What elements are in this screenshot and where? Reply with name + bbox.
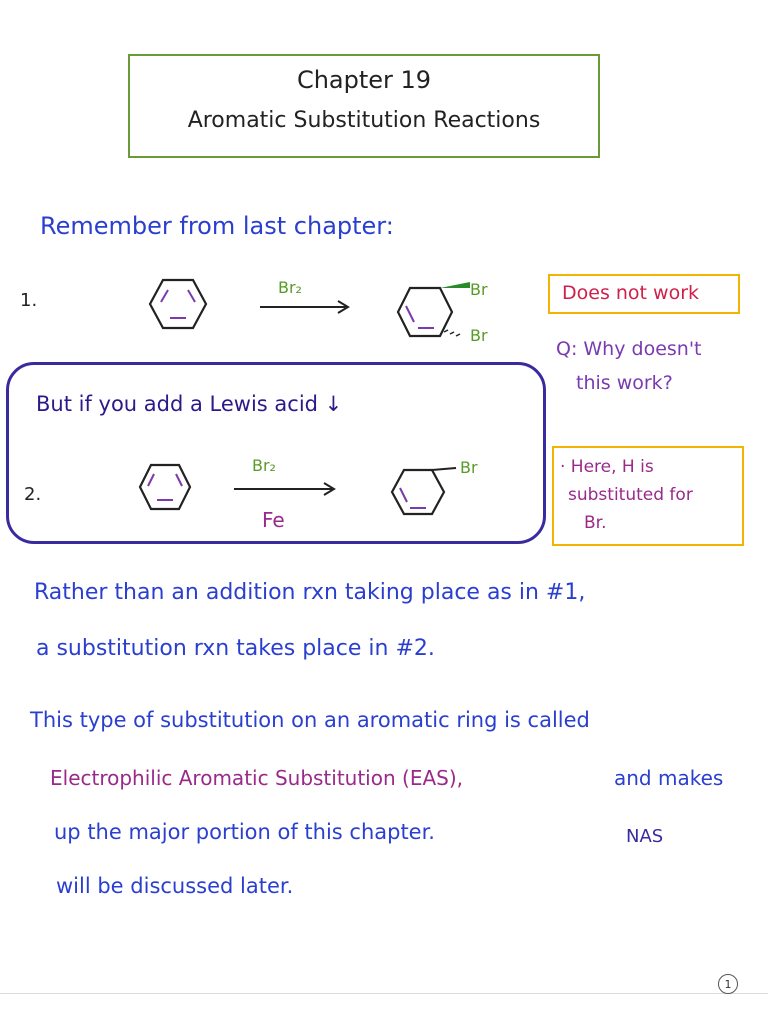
paragraph2-line3: up the major portion of this chapter. bbox=[54, 820, 435, 844]
paragraph1-line1: Rather than an addition rxn taking place as in #1, bbox=[34, 580, 586, 605]
question-line2: this work? bbox=[576, 372, 673, 394]
reaction1-arrow-icon bbox=[260, 300, 352, 314]
paragraph1-line2: a substitution rxn takes place in #2. bbox=[36, 636, 435, 661]
chapter-title: Chapter 19 bbox=[296, 66, 432, 94]
substitution-note-line3: Br. bbox=[584, 513, 607, 533]
eas-term: Electrophilic Aromatic Substitution (EAS), bbox=[50, 766, 463, 790]
reaction1-reagent: Br₂ bbox=[278, 278, 302, 297]
reaction1-number: 1. bbox=[20, 290, 38, 311]
paragraph2-line1: This type of substitution on an aromatic ring is called bbox=[30, 708, 590, 732]
reaction2-catalyst: Fe bbox=[262, 508, 285, 532]
page-number: 1 bbox=[718, 974, 738, 994]
substitution-note-line2: substituted for bbox=[568, 485, 693, 505]
lewis-acid-note: But if you add a Lewis acid ↓ bbox=[36, 392, 343, 416]
reaction2-reagent: Br₂ bbox=[252, 456, 276, 475]
product2-br: Br bbox=[460, 458, 478, 477]
intro-heading: Remember from last chapter: bbox=[40, 212, 394, 240]
product1-br-bottom: Br bbox=[470, 326, 488, 345]
does-not-work-note: Does not work bbox=[562, 282, 700, 304]
reaction2-number: 2. bbox=[24, 484, 42, 505]
page-bottom-rule bbox=[0, 993, 768, 994]
reaction2-arrow-icon bbox=[234, 482, 338, 496]
question-line1: Q: Why doesn't bbox=[556, 338, 702, 360]
benzene-icon bbox=[148, 276, 208, 332]
substitution-note-line1: · Here, H is bbox=[560, 457, 654, 477]
benzene-icon bbox=[138, 462, 192, 512]
paragraph2-line2-rest: and makes bbox=[614, 766, 724, 790]
chapter-subtitle: Aromatic Substitution Reactions bbox=[187, 108, 541, 133]
title-box bbox=[128, 54, 600, 158]
paragraph2-line4: will be discussed later. bbox=[56, 874, 294, 898]
nas-term: NAS bbox=[626, 826, 664, 847]
bromobenzene-product-icon bbox=[390, 466, 470, 522]
product1-br-top: Br bbox=[470, 280, 488, 299]
